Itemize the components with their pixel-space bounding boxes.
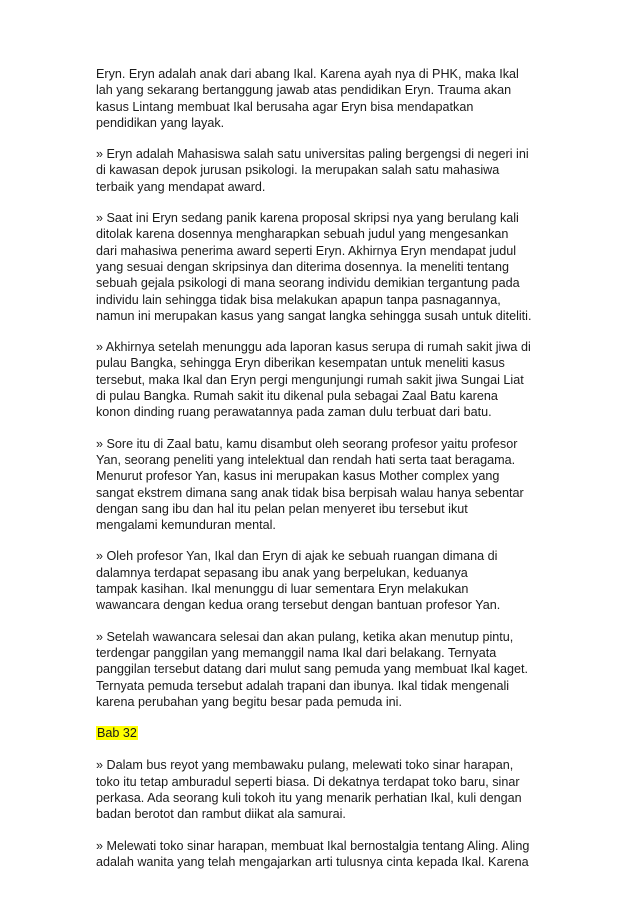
- chapter-heading-row: [96, 725, 558, 741]
- paragraph-aling: » Melewati toko sinar harapan, membuat Ikal bernostalgia tentang Aling. Aling adalah wanita yang telah mengajarkan arti tulusnya cinta kepada Ikal. Karena: [96, 838, 530, 869]
- paragraph-ruangan-ibu-anak: » Oleh profesor Yan, Ikal dan Eryn di ajak ke sebuah ruangan dimana di dalamnya terdapat sepasang ibu anak yang berpelukan, keduanya tampak kasihan. Ikal menunggu di luar sementara Eryn melakukan wawancara dengan kedua orang tersebut dengan bantuan profesor Yan.: [96, 549, 501, 613]
- paragraph-zaal-batu: » Sore itu di Zaal batu, kamu disambut oleh seorang profesor yaitu profesor Yan, seorang peneliti yang intelektual dan rendah hati serta taat beragama. Menurut profesor Yan, kasus ini merupakan kasus Mother complex yang sangat ekstrem dimana sang anak tidak bisa berpisah walau hanya sebentar dengan sang ibu dan hal itu pelan pelan menyeret ibu tersebut ikut mengalami kemunduran mental.: [96, 436, 524, 533]
- paragraph-eryn-intro: Eryn. Eryn adalah anak dari abang Ikal. Karena ayah nya di PHK, maka Ikal lah yang sekarang bertanggung jawab atas pendidikan Eryn. Trauma akan kasus Lintang membuat Ikal berusaha agar Eryn bisa mendapatkan pendidikan yang layak.: [96, 67, 519, 130]
- paragraph-eryn-mahasiswa: » Eryn adalah Mahasiswa salah satu universitas paling bergengsi di negeri ini di kawasan depok jurusan psikologi. Ia merupakan salah satu mahasiwa terbaik yang mendapat award.: [96, 147, 529, 194]
- chapter-heading: Bab 32: [97, 726, 137, 741]
- paragraph-proposal-skripsi: » Saat ini Eryn sedang panik karena proposal skripsi nya yang berulang kali ditolak karena dosennya mengharapkan sebuah judul yang mengesankan dari mahasiwa penerima award seperti Eryn. Akhirnya Eryn mendapat judul yang sesuai dengan skripsinya dan diterima dosennya. Ia meneliti tentang sebuah gejala psikologi di mana seorang individu demikian tergantung pada individu lain sehingga tidak bisa melakukan apapun tanpa pasnagannya, namun ini merupakan kasus yang sangat langka sehingga susah untuk diteliti.: [96, 211, 532, 323]
- paragraph-pulau-bangka: » Akhirnya setelah menunggu ada laporan kasus serupa di rumah sakit jiwa di pulau Bangka, sehingga Eryn diberikan kesempatan untuk meneliti kasus tersebut, maka Ikal dan Eryn pergi mengunjungi rumah sakit jiwa Sungai Liat di pulau Bangka. Rumah sakit itu dikenal pula sebagai Zaal Batu karena konon dinding ruang perawatannya pada zaman dulu terbuat dari batu.: [96, 340, 531, 420]
- paragraph-setelah-wawancara: » Setelah wawancara selesai dan akan pulang, ketika akan menutup pintu, terdengar panggilan yang memanggil nama Ikal dari belakang. Ternyata panggilan tersebut datang dari mulut sang pemuda yang membuat Ikal kaget. Ternyata pemuda tersebut adalah trapani dan ibunya. Ikal tidak mengenali karena perubahan yang begitu besar pada pemuda ini.: [96, 629, 528, 709]
- paragraph-bus-reyot: » Dalam bus reyot yang membawaku pulang, melewati toko sinar harapan, toko itu tetap amburadul seperti biasa. Di dekatnya terdapat toko baru, sinar perkasa. Ada seorang kuli tokoh itu yang menarik perhatian Ikal, kuli dengan badan berotot dan rambut diikat ala samurai.: [96, 758, 522, 822]
